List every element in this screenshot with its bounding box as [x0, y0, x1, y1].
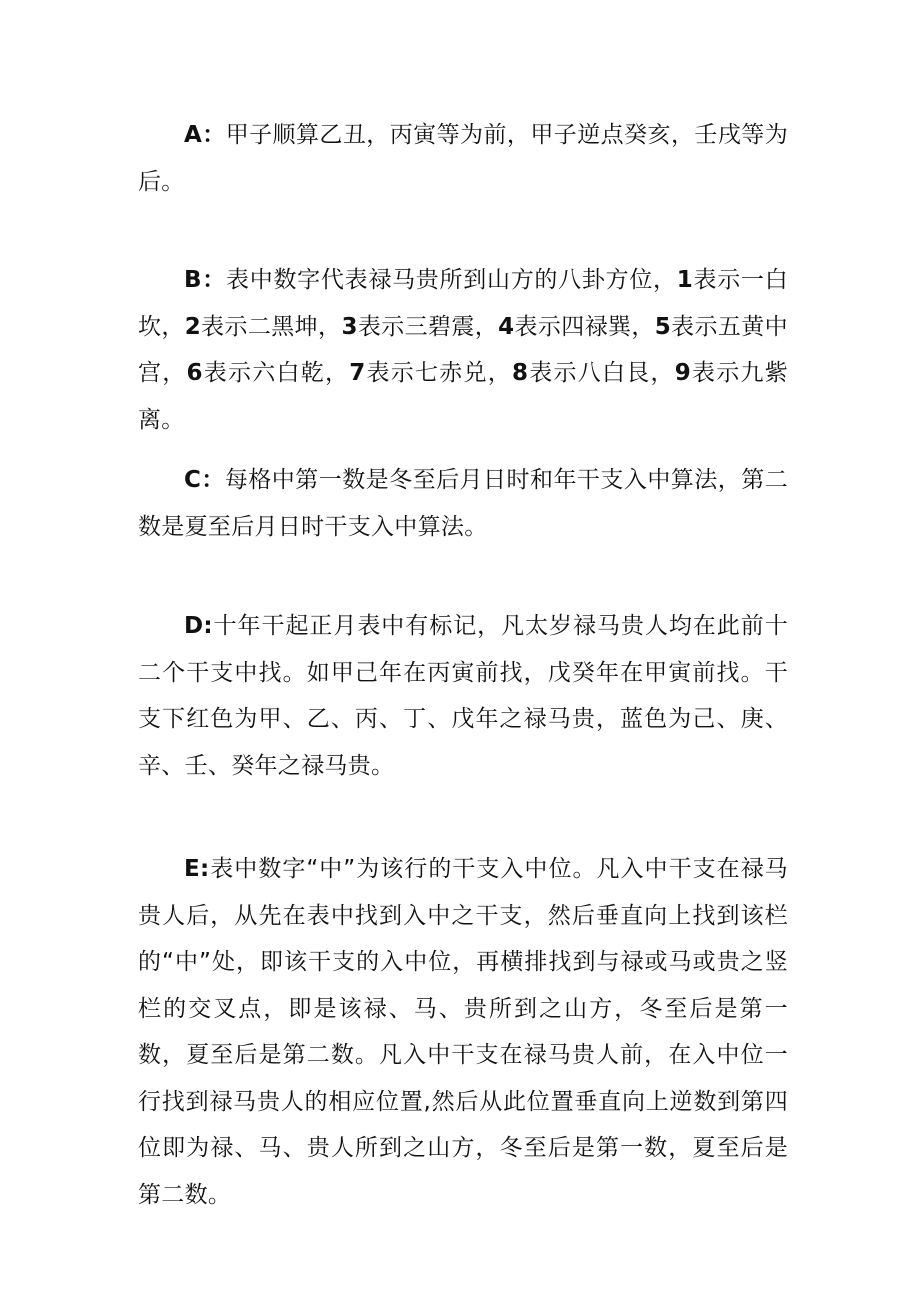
- paragraph-a: [138, 112, 788, 205]
- trigram-number: 4: [498, 313, 515, 340]
- trigram-number: 2: [184, 313, 202, 340]
- paragraph-e: [138, 846, 788, 1218]
- trigram-number: 3: [341, 313, 358, 340]
- trigram-number: 7: [349, 360, 366, 386]
- trigram-number: 9: [674, 360, 692, 386]
- paragraph-a-label: A：: [184, 122, 226, 148]
- trigram-number: 6: [186, 360, 203, 386]
- paragraph-c-text: 每格中第一数是冬至后月日时和年干支入中算法，第二数是夏至后月日时干支入中算法。: [138, 467, 788, 540]
- trigram-number: 8: [511, 360, 529, 386]
- paragraph-d-text: 十年干起正月表中有标记，凡太岁禄马贵人均在此前十二个干支中找。如甲己年在丙寅前找，戊癸年在甲寅前找。干支下红色为甲、乙、丙、丁、戊年之禄马贵，蓝色为己、庚、辛、壬、癸年之禄马贵。: [138, 613, 788, 779]
- paragraph-e-label: E:: [184, 856, 210, 882]
- paragraph-b: [138, 257, 788, 443]
- paragraph-c: [138, 457, 788, 550]
- trigram-number: 1: [676, 267, 694, 293]
- paragraph-c-label: C：: [184, 467, 225, 493]
- trigram-number: 5: [654, 313, 672, 340]
- paragraph-e-text: 表中数字“中”为该行的干支入中位。凡入中干支在禄马贵人后，从先在表中找到入中之干支，然后垂直向上找到该栏的“中”处，即该干支的入中位，再横排找到与禄或马或贵之竖栏的交叉点，即是该禄、马、贵所到之山方，冬至后是第一数，夏至后是第二数。凡入中干支在禄马贵人前，在入中位一行找到禄马贵人的相应位置,然后从此位置垂直向上逆数到第四位即为禄、马、贵人所到之山方，冬至后是第一数，夏至后是第二数。: [138, 856, 788, 1208]
- paragraph-a-text: 甲子顺算乙丑，丙寅等为前，甲子逆点癸亥，壬戌等为后。: [138, 122, 788, 195]
- paragraph-d: [138, 603, 788, 789]
- paragraph-d-label: D:: [184, 613, 213, 639]
- paragraph-b-label: B：: [184, 267, 226, 293]
- paragraph-b-text: 表中数字代表禄马贵所到山方的八卦方位，1表示一白坎，2表示二黑坤，3表示三碧震，4表示四禄巽，5表示五黄中宫，6表示六白乾，7表示七赤兑，8表示八白艮，9表示九紫离。: [138, 267, 788, 433]
